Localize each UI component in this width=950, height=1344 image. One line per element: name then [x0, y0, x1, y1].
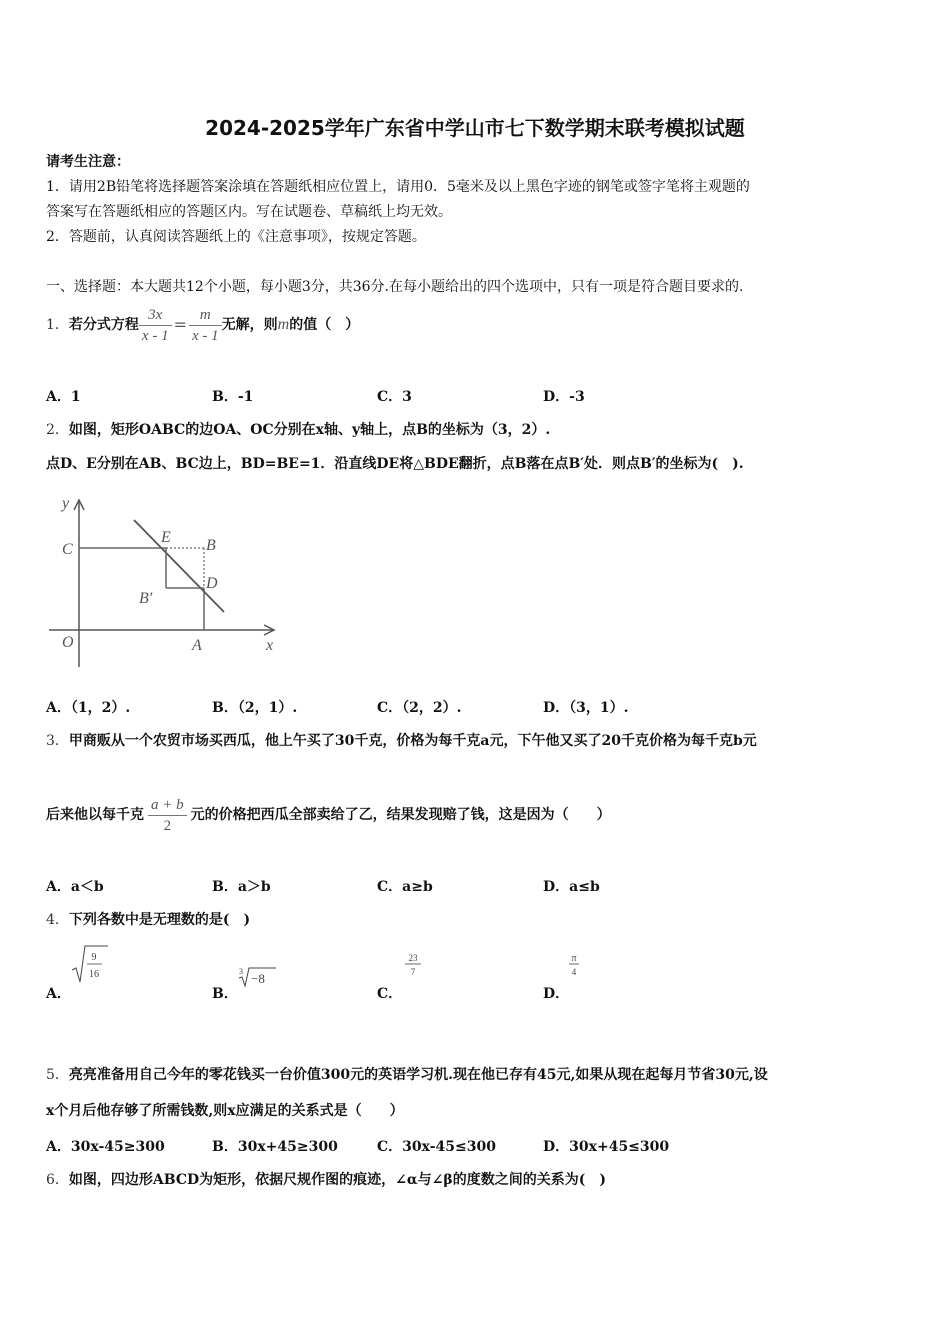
q4-a-den: 16 — [89, 969, 99, 980]
q1-equals: = — [173, 315, 187, 334]
q2-option-a[interactable]: A．（1，2）. — [46, 700, 131, 716]
q1-frac1-num: 3x — [139, 305, 172, 326]
q5-option-c[interactable]: C．30x-45≤300 — [377, 1139, 496, 1155]
q1-suffix-a: 无解，则 — [221, 317, 278, 333]
q1-frac1-den: x - 1 — [141, 327, 169, 344]
q3-option-d[interactable]: D．a≤b — [543, 879, 600, 895]
q4-number: 4． — [46, 912, 69, 928]
q4-option-b-expr — [236, 964, 280, 988]
question-3-line-1 — [46, 731, 757, 751]
q1-fraction-right — [189, 305, 222, 346]
notice-line-2: 2．答题前，认真阅读答题纸上的《注意事项》，按规定答题。 — [46, 229, 426, 245]
q5-text-1: 亮亮准备用自己今年的零花钱买一台价值300元的英语学习机.现在他已存有45元,如果从现在起每月节省30元,设 — [68, 1067, 768, 1083]
q2-option-c[interactable]: C．（2，2）. — [377, 700, 462, 716]
notice-line-1a: 1．请用2B铅笔将选择题答案涂填在答题纸相应位置上，请用0．5毫米及以上黑色字迹的钢笔或签字笔将主观题的 — [46, 179, 750, 195]
q2-label-e: E — [161, 529, 171, 546]
question-6 — [46, 1170, 606, 1190]
q5-option-a[interactable]: A．30x-45≥300 — [46, 1139, 165, 1155]
q3-text-2a: 后来他以每千克 — [46, 807, 144, 823]
q5-number: 5． — [46, 1067, 69, 1083]
q5-option-d[interactable]: D．30x+45≤300 — [543, 1139, 670, 1155]
q1-fraction-left — [139, 305, 172, 346]
q1-option-b[interactable]: B．-1 — [212, 389, 254, 405]
q3-option-a[interactable]: A．a＜b — [46, 879, 104, 895]
section-heading: 一、选择题：本大题共12个小题，每小题3分，共36分.在每小题给出的四个选项中，只有一项是符合题目要求的. — [46, 279, 744, 295]
q1-suffix-b: 的值（ ） — [289, 317, 360, 333]
q5-option-b[interactable]: B．30x+45≥300 — [212, 1139, 338, 1155]
q2-label-c: C — [62, 541, 73, 558]
q2-text-2: 点D、E分别在AB、BC边上，BD=BE=1．沿直线DE将△BDE翻折，点B落在点B′处．则点B′的坐标为( ). — [46, 456, 744, 472]
q2-label-x: x — [266, 637, 274, 654]
q4-option-c-expr — [402, 950, 426, 980]
q2-label-y: y — [62, 495, 70, 512]
q3-option-c[interactable]: C．a≥b — [377, 879, 433, 895]
q6-text: 如图，四边形ABCD为矩形，依据尺规作图的痕迹，∠α与∠β的度数之间的关系为( ) — [68, 1172, 606, 1188]
q2-option-b[interactable]: B．（2，1）. — [212, 700, 298, 716]
question-3-line-2 — [46, 790, 611, 840]
q2-label-d: D — [206, 575, 218, 592]
q1-number: 1． — [46, 317, 69, 333]
q1-prefix: 若分式方程 — [68, 317, 139, 333]
q4-b-index: 3 — [239, 967, 243, 976]
q1-option-c[interactable]: C．3 — [377, 389, 412, 405]
q2-label-b-prime: B′ — [139, 590, 153, 607]
question-1 — [46, 300, 359, 350]
q2-label-o: O — [62, 634, 74, 651]
notice-heading: 请考生注意： — [46, 154, 130, 170]
q2-label-b: B — [206, 537, 216, 554]
q4-option-b[interactable]: B． — [212, 986, 238, 1002]
q6-number: 6． — [46, 1172, 69, 1188]
q4-c-num: 23 — [408, 953, 418, 963]
q1-option-a[interactable]: A．1 — [46, 389, 81, 405]
q2-number: 2． — [46, 422, 69, 438]
q2-text-1: 如图，矩形OABC的边OA、OC分别在x轴、y轴上，点B的坐标为（3，2）. — [68, 422, 551, 438]
q4-text: 下列各数中是无理数的是( ) — [68, 912, 251, 928]
q1-frac2-num: m — [189, 305, 222, 326]
q3-text-2b: 元的价格把西瓜全部卖给了乙，结果发现赔了钱，这是因为（ ） — [190, 807, 611, 823]
q2-option-d[interactable]: D．（3，1）. — [543, 700, 629, 716]
question-4 — [46, 910, 250, 930]
q4-c-den: 7 — [410, 967, 416, 977]
q3-option-b[interactable]: B．a＞b — [212, 879, 271, 895]
q1-var: m — [277, 316, 290, 333]
q4-d-den: 4 — [571, 967, 577, 977]
q3-number: 3． — [46, 733, 69, 749]
q5-text-2: x个月后他存够了所需钱数,则x应满足的关系式是（ ） — [46, 1103, 404, 1119]
q4-b-radicand: −8 — [251, 971, 265, 986]
q4-d-num: π — [571, 953, 577, 964]
question-2-line-1 — [46, 420, 550, 440]
question-5-line-1 — [46, 1065, 768, 1085]
q3-fraction — [148, 795, 187, 836]
q4-option-c[interactable]: C． — [377, 986, 403, 1002]
q3-text-1: 甲商贩从一个农贸市场买西瓜，他上午买了30千克，价格为每千克a元，下午他又买了20千克价格为每千克b元 — [68, 733, 757, 749]
q1-frac2-den: x - 1 — [191, 327, 219, 344]
q3-frac-den: 2 — [163, 817, 172, 834]
page-title: 2024-2025学年广东省中学山市七下数学期末联考模拟试题 — [205, 116, 745, 140]
notice-line-1b: 答案写在答题纸相应的答题区内。写在试题卷、草稿纸上均无效。 — [46, 204, 452, 220]
q3-frac-num: a + b — [148, 795, 187, 816]
q4-option-a-expr — [70, 944, 110, 986]
q2-figure — [44, 492, 280, 672]
q4-option-a[interactable]: A． — [46, 986, 71, 1002]
q2-label-a: A — [192, 637, 202, 654]
q4-option-d[interactable]: D． — [543, 986, 570, 1002]
q1-option-d[interactable]: D．-3 — [543, 389, 585, 405]
q4-option-d-expr — [565, 950, 585, 980]
q4-a-num: 9 — [91, 952, 97, 963]
